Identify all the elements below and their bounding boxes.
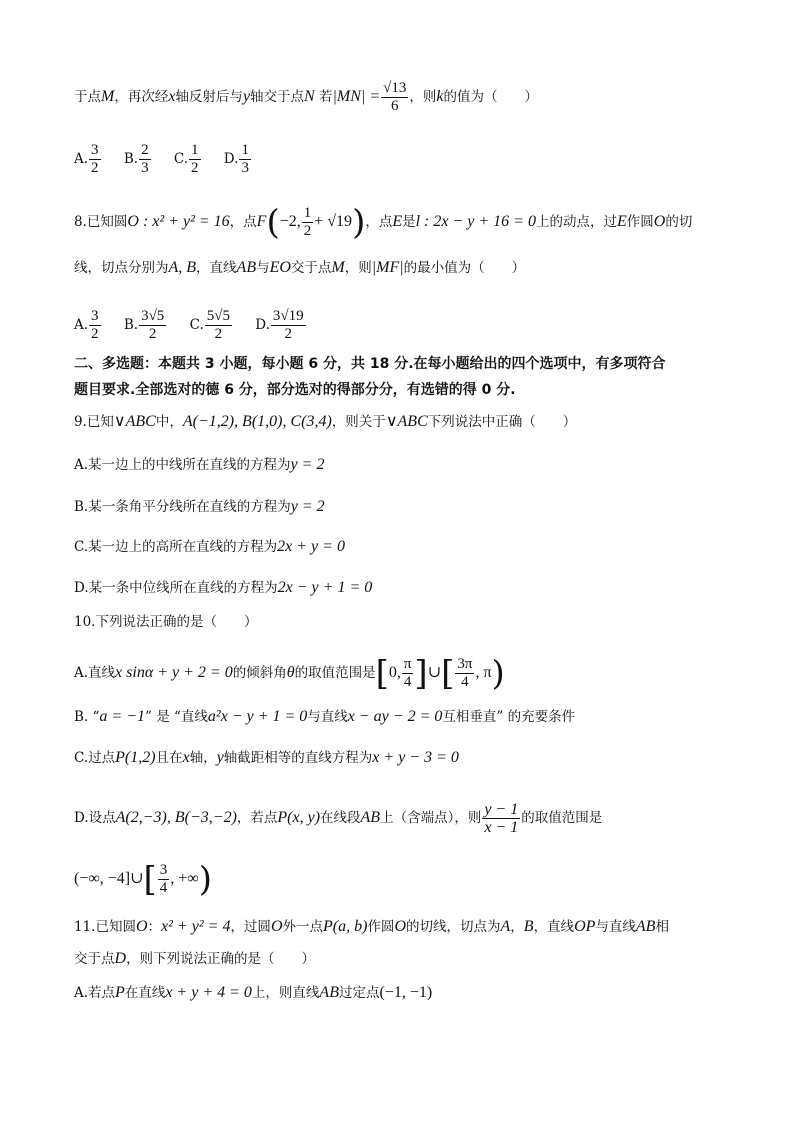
math-y: y xyxy=(242,88,251,105)
q9-option-c[interactable]: C.某一边上的高所在直线的方程为2x + y = 0 xyxy=(74,538,345,555)
q7-text: 于点 xyxy=(74,89,101,105)
math-abs-mn: |MN| = xyxy=(332,88,381,105)
section-header-line1: 二、多选题：本题共 3 小题，每小题 6 分，共 18 分.在每小题给出的四个选项中，有多项符合 xyxy=(74,356,666,372)
q8-options xyxy=(74,308,325,343)
paren-open: ( xyxy=(266,202,280,243)
option-c[interactable]: C. $\frac{5√5}{2}$ xyxy=(189,308,230,342)
math-N: N xyxy=(304,88,315,105)
paren-close: ) xyxy=(491,653,505,694)
q10-option-a[interactable]: A.直线x sinα + y + 2 = 0的倾斜角θ的取值范围是[0, $\frac{\pi}{4}$ ]∪[ $\frac{3\pi}{4}$ , π) xyxy=(74,653,505,694)
fraction: $\frac{1}{2}$ xyxy=(303,205,312,239)
math-line-eq: l : 2x − y + 16 = 0 xyxy=(415,213,536,230)
bracket-open: [ xyxy=(143,859,157,900)
q7-text: ，再次经 xyxy=(114,89,169,105)
q7-text: 若 xyxy=(319,89,333,105)
bracket-open: [ xyxy=(441,653,455,694)
fraction: $\frac{y - 1}{x - 1}$ xyxy=(484,801,519,836)
q9-option-b[interactable]: B.某一条角平分线所在直线的方程为y = 2 xyxy=(74,498,325,515)
q7-text: 轴交于点 xyxy=(250,89,305,105)
q7-text: 轴反射后与 xyxy=(175,89,243,105)
q10-option-d-range: (−∞, −4]∪[ $\frac{3}{4}$ , +∞) xyxy=(74,859,212,900)
option-b[interactable]: B. $\frac{3√5}{2}$ xyxy=(123,308,165,342)
q7-options xyxy=(74,142,270,177)
math-x: x xyxy=(168,88,176,105)
q9-option-d[interactable]: D.某一条中位线所在直线的方程为2x − y + 1 = 0 xyxy=(74,579,373,596)
q10-option-c[interactable]: C.过点P(1,2)且在x轴，y轴截距相等的直线方程为x + y − 3 = 0 xyxy=(74,749,459,766)
paren-close: ) xyxy=(352,202,366,243)
option-b[interactable]: B. $\frac{2}{3}$ xyxy=(123,142,149,176)
math-k: k xyxy=(436,88,444,105)
math-F: F xyxy=(256,213,267,230)
math-points: A(−1,2), B(1,0), C(3,4) xyxy=(182,413,332,430)
q11-stem-line2: 交于点D，则下列说法正确的是（ ） xyxy=(74,950,316,967)
q7-text: ，则 xyxy=(409,89,437,105)
q10-option-d[interactable]: D.设点A(2,−3), B(−3,−2)，若点P(x, y)在线段AB上（含端点），则 $\frac{y - 1}{x - 1}$ 的取值范围是 xyxy=(74,801,603,836)
q11-option-a[interactable]: A.若点P在直线x + y + 4 = 0上，则直线AB过定点(−1, −1) xyxy=(74,984,433,1001)
fraction: $\frac{√13}{6}$ xyxy=(383,80,407,114)
q11-stem-line1: 11.已知圆O：x² + y² = 4，过圆O外一点P(a, b)作圆O的切线，切点为A，B，直线OP与直线AB相 xyxy=(74,918,669,935)
option-c[interactable]: C. $\frac{1}{2}$ xyxy=(173,142,199,176)
paren-close: ) xyxy=(198,859,212,900)
math-M: M xyxy=(101,88,115,105)
q8-stem-line1: 8.已知圆O : x² + y² = 16，点F(−2, $\frac{1}{2}$ + √19)，点E是l : 2x − y + 16 = 0上的动点，过E作圆O的切 xyxy=(74,202,693,243)
option-a[interactable]: A. $\frac{3}{2}$ xyxy=(74,308,99,342)
option-d[interactable]: D. $\frac{1}{3}$ xyxy=(223,142,249,176)
q9-stem: 9.已知∨ABC中，A(−1,2), B(1,0), C(3,4)，则关于∨ABC下列说法中正确（ ） xyxy=(74,413,577,430)
q10-stem: 10.下列说法正确的是（ ） xyxy=(74,614,258,630)
math-circle-eq: O : x² + y² = 16 xyxy=(127,213,230,230)
option-a[interactable]: A. $\frac{3}{2}$ xyxy=(74,142,99,176)
q7-stem-tail xyxy=(74,80,538,115)
q8-stem-line2: 线，切点分别为A, B，直线AB与EO交于点M，则|MF|的最小值为（ ） xyxy=(74,259,526,276)
section-header-line2: 题目要求.全部选对的德 6 分，部分选对的得部分分，有选错的得 0 分. xyxy=(74,382,516,398)
q10-option-b[interactable]: B. “a = −1” 是 “直线a²x − y + 1 = 0与直线x − ay − 2 = 0互相垂直” 的充要条件 xyxy=(74,708,576,725)
option-d[interactable]: D. $\frac{3√19}{2}$ xyxy=(255,308,304,342)
q9-option-a[interactable]: A.某一边上的中线所在直线的方程为y = 2 xyxy=(74,456,325,473)
bracket-close: ] xyxy=(414,653,428,694)
q7-text: 的值为（ ） xyxy=(443,89,538,105)
bracket-open: [ xyxy=(375,653,389,694)
